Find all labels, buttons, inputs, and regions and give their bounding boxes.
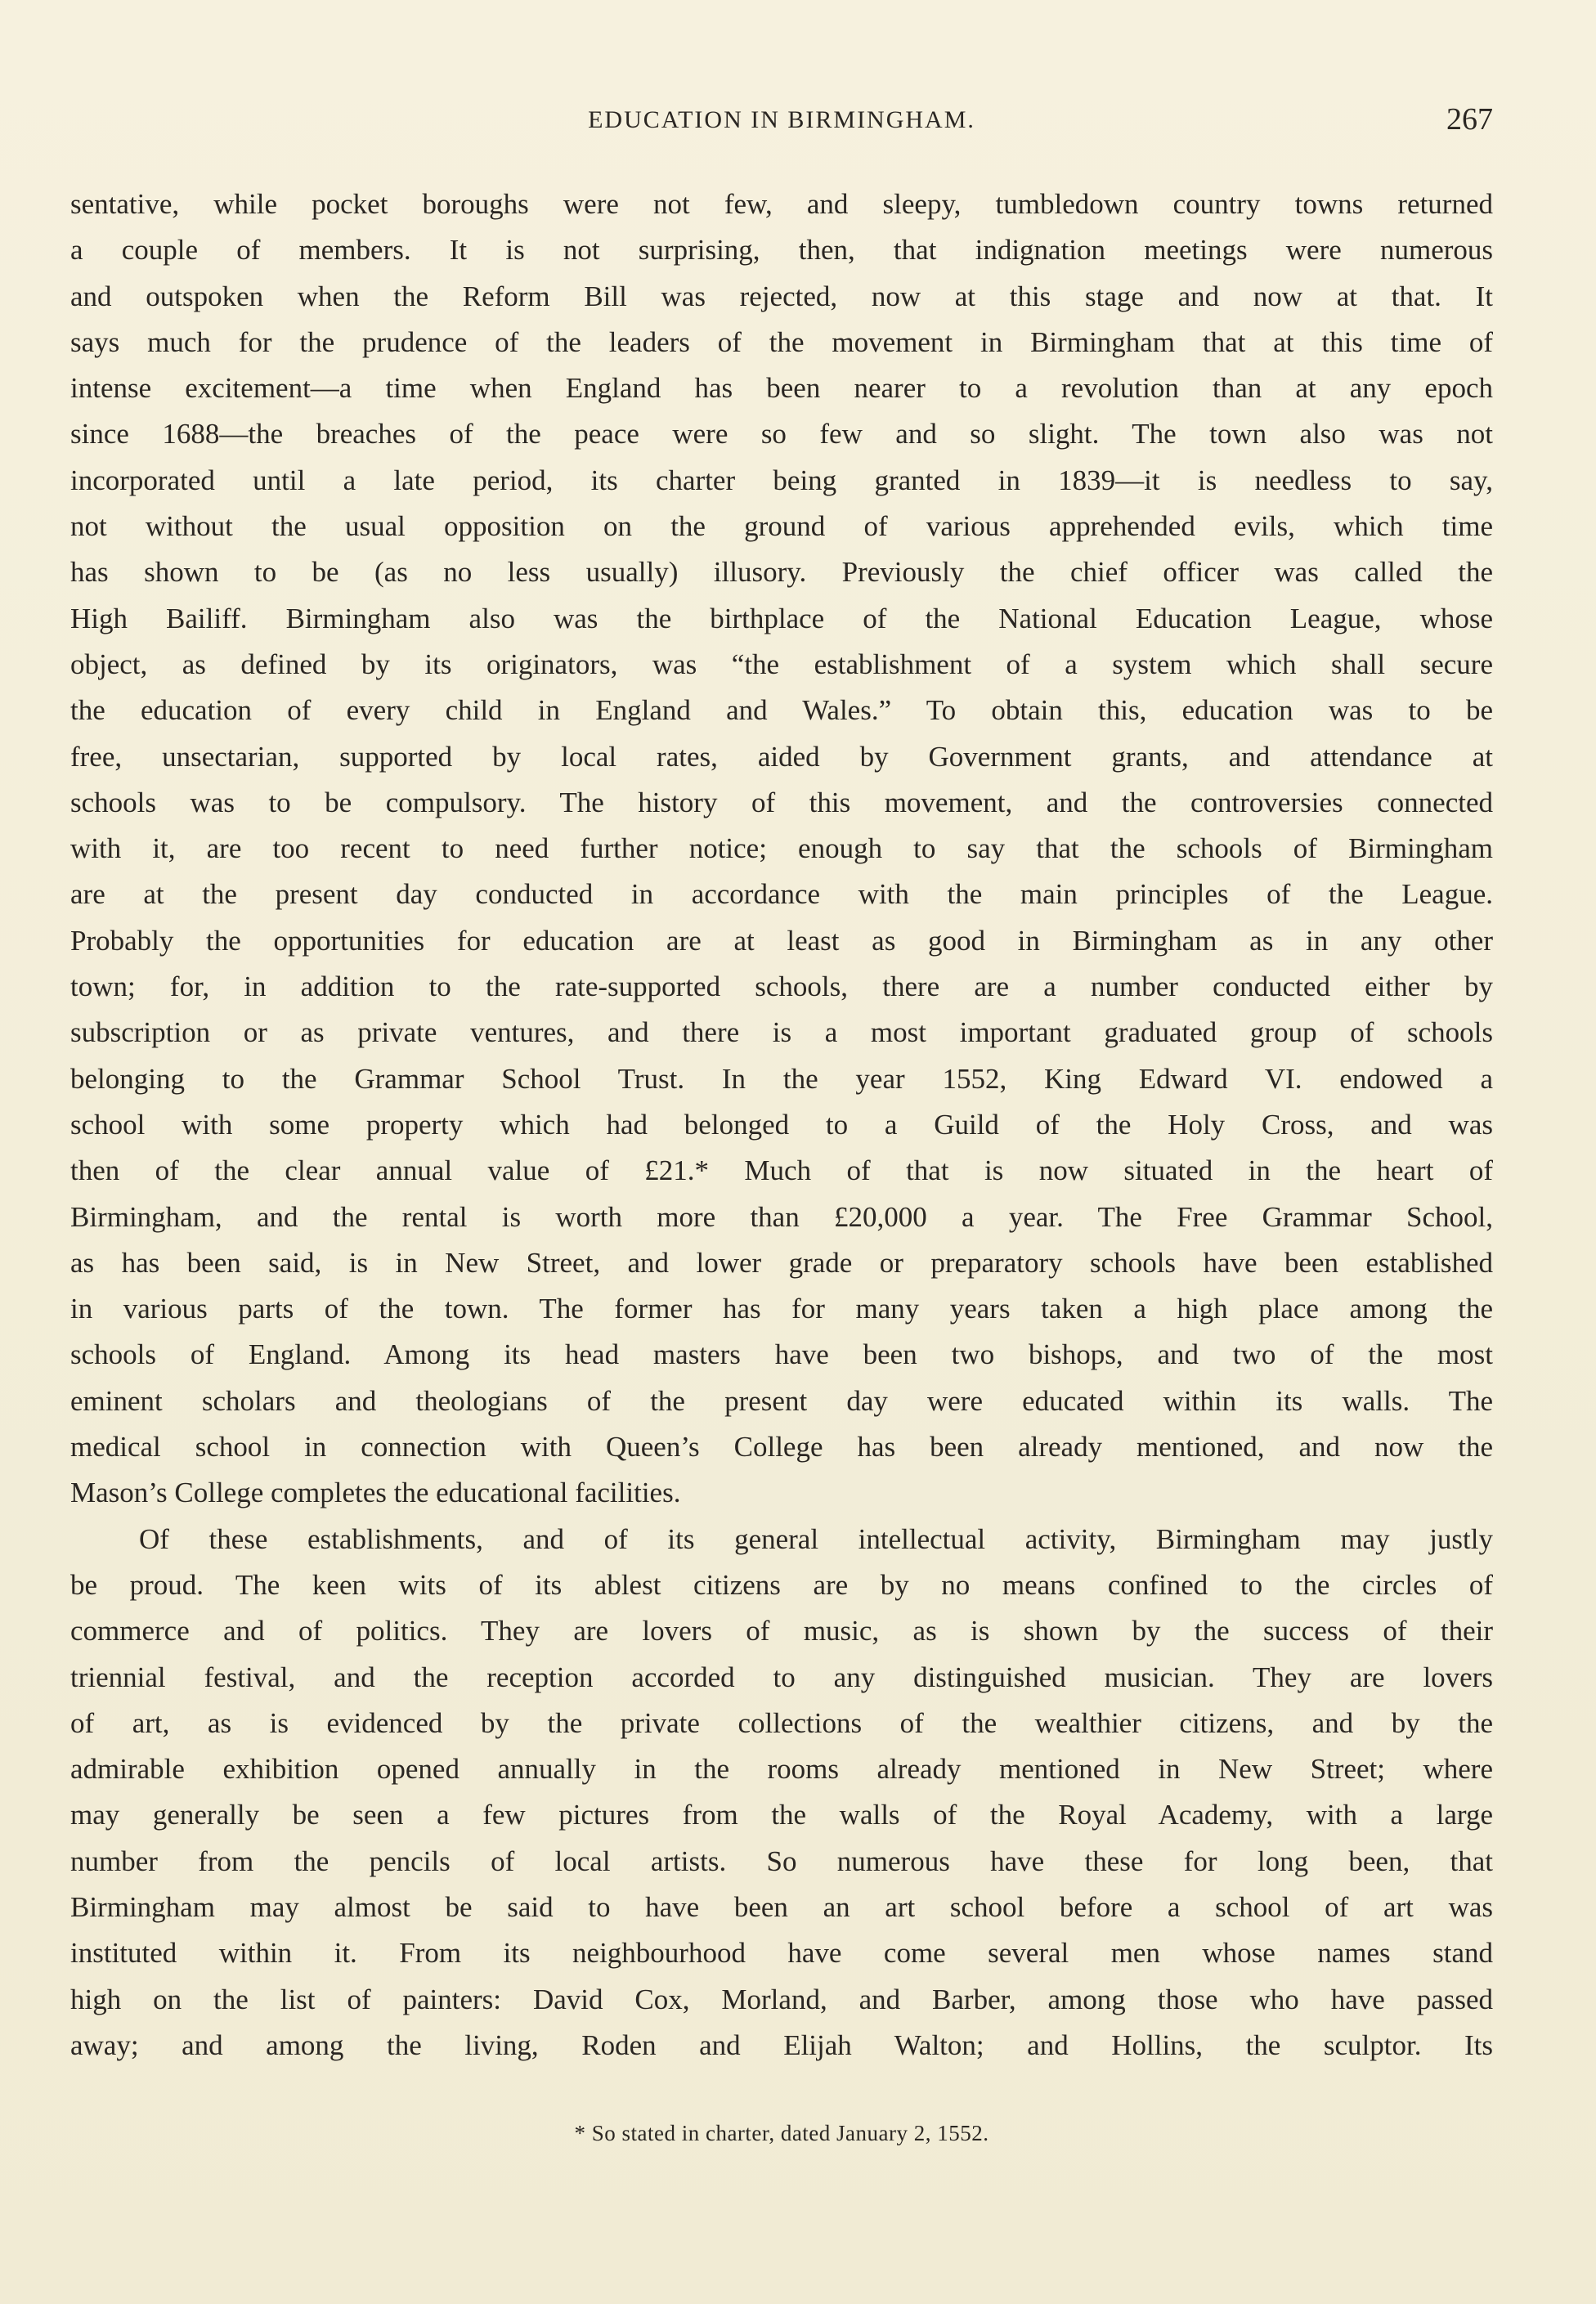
text-line: object, as defined by its originators, was “the establishment of a system which shall secure <box>70 648 1493 680</box>
text-line: as has been said, is in New Street, and lower grade or preparatory schools have been established <box>70 1246 1493 1279</box>
text-line: free, unsectarian, supported by local rates, aided by Government grants, and attendance at <box>70 740 1493 773</box>
text-line: school with some property which had belonged to a Guild of the Holy Cross, and was <box>70 1108 1493 1141</box>
text-line: be proud. The keen wits of its ablest citizens are by no means confined to the circles of <box>70 1568 1493 1601</box>
text-line: a couple of members. It is not surprising, then, that indignation meetings were numerous <box>70 234 1493 267</box>
text-line: in various parts of the town. The former has for many years taken a high place among the <box>70 1293 1493 1325</box>
text-line: are at the present day conducted in accordance with the main principles of the League. <box>70 878 1493 911</box>
paragraph-2 <box>70 1517 1493 2069</box>
running-title: EDUCATION IN BIRMINGHAM. <box>588 106 975 133</box>
footnote: * So stated in charter, dated January 2, 1552. <box>574 2121 989 2145</box>
text-line: away; and among the living, Roden and Elijah Walton; and Hollins, the sculptor. Its <box>70 2028 1493 2061</box>
text-line: sentative, while pocket boroughs were not few, and sleepy, tumbledown country towns returned <box>70 188 1493 220</box>
paragraph-1 <box>70 182 1493 1517</box>
page-number: 267 <box>1446 102 1493 137</box>
text-line: instituted within it. From its neighbourhood have come several men whose names stand <box>70 1937 1493 1970</box>
text-line: intense excitement—a time when England has been nearer to a revolution than at any epoch <box>70 372 1493 405</box>
text-line: of art, as is evidenced by the private collections of the wealthier citizens, and by the <box>70 1706 1493 1739</box>
text-line: Probably the opportunities for education are at least as good in Birmingham as in any other <box>70 924 1493 957</box>
text-line: not without the usual opposition on the ground of various apprehended evils, which time <box>70 510 1493 543</box>
text-line: number from the pencils of local artists. So numerous have these for long been, that <box>70 1845 1493 1877</box>
running-head <box>70 101 1493 142</box>
text-line: schools of England. Among its head masters have been two bishops, and two of the most <box>70 1338 1493 1371</box>
text-line: since 1688—the breaches of the peace were so few and so slight. The town also was not <box>70 418 1493 450</box>
text-line: triennial festival, and the reception accorded to any distinguished musician. They are lovers <box>70 1661 1493 1693</box>
body-text <box>70 182 1493 2069</box>
text-line: and outspoken when the Reform Bill was rejected, now at this stage and now at that. It <box>70 280 1493 312</box>
text-line: admirable exhibition opened annually in the rooms already mentioned in New Street; where <box>70 1753 1493 1786</box>
text-line: Mason’s College completes the educational facilities. <box>70 1477 681 1509</box>
text-line: schools was to be compulsory. The history of this movement, and the controversies connected <box>70 786 1493 818</box>
text-line: may generally be seen a few pictures from the walls of the Royal Academy, with a large <box>70 1799 1493 1831</box>
text-line: says much for the prudence of the leaders of the movement in Birmingham that at this time of <box>70 325 1493 358</box>
text-line: with it, are too recent to need further notice; enough to say that the schools of Birmingham <box>70 832 1493 865</box>
text-line: Of these establishments, and of its general intellectual activity, Birmingham may justly <box>139 1522 1493 1555</box>
text-line: subscription or as private ventures, and there is a most important graduated group of schools <box>70 1016 1493 1049</box>
text-line: commerce and of politics. They are lovers of music, as is shown by the success of their <box>70 1615 1493 1647</box>
text-line: Birmingham, and the rental is worth more than £20,000 a year. The Free Grammar School, <box>70 1200 1493 1233</box>
text-line: the education of every child in England and Wales.” To obtain this, education was to be <box>70 694 1493 727</box>
text-line: eminent scholars and theologians of the present day were educated within its walls. The <box>70 1384 1493 1417</box>
text-line: then of the clear annual value of £21.* Much of that is now situated in the heart of <box>70 1154 1493 1187</box>
text-line: Birmingham may almost be said to have been an art school before a school of art was <box>70 1890 1493 1923</box>
text-line: high on the list of painters: David Cox, Morland, and Barber, among those who have passed <box>70 1983 1493 2015</box>
text-line: town; for, in addition to the rate-supported schools, there are a number conducted either by <box>70 970 1493 1003</box>
text-line: High Bailiff. Birmingham also was the birthplace of the National Education League, whose <box>70 602 1493 634</box>
text-line: medical school in connection with Queen’s College has been already mentioned, and now the <box>70 1431 1493 1464</box>
text-line: incorporated until a late period, its charter being granted in 1839—it is needless to say, <box>70 464 1493 496</box>
text-line: belonging to the Grammar School Trust. In the year 1552, King Edward VI. endowed a <box>70 1062 1493 1095</box>
text-line: has shown to be (as no less usually) illusory. Previously the chief officer was called the <box>70 556 1493 589</box>
